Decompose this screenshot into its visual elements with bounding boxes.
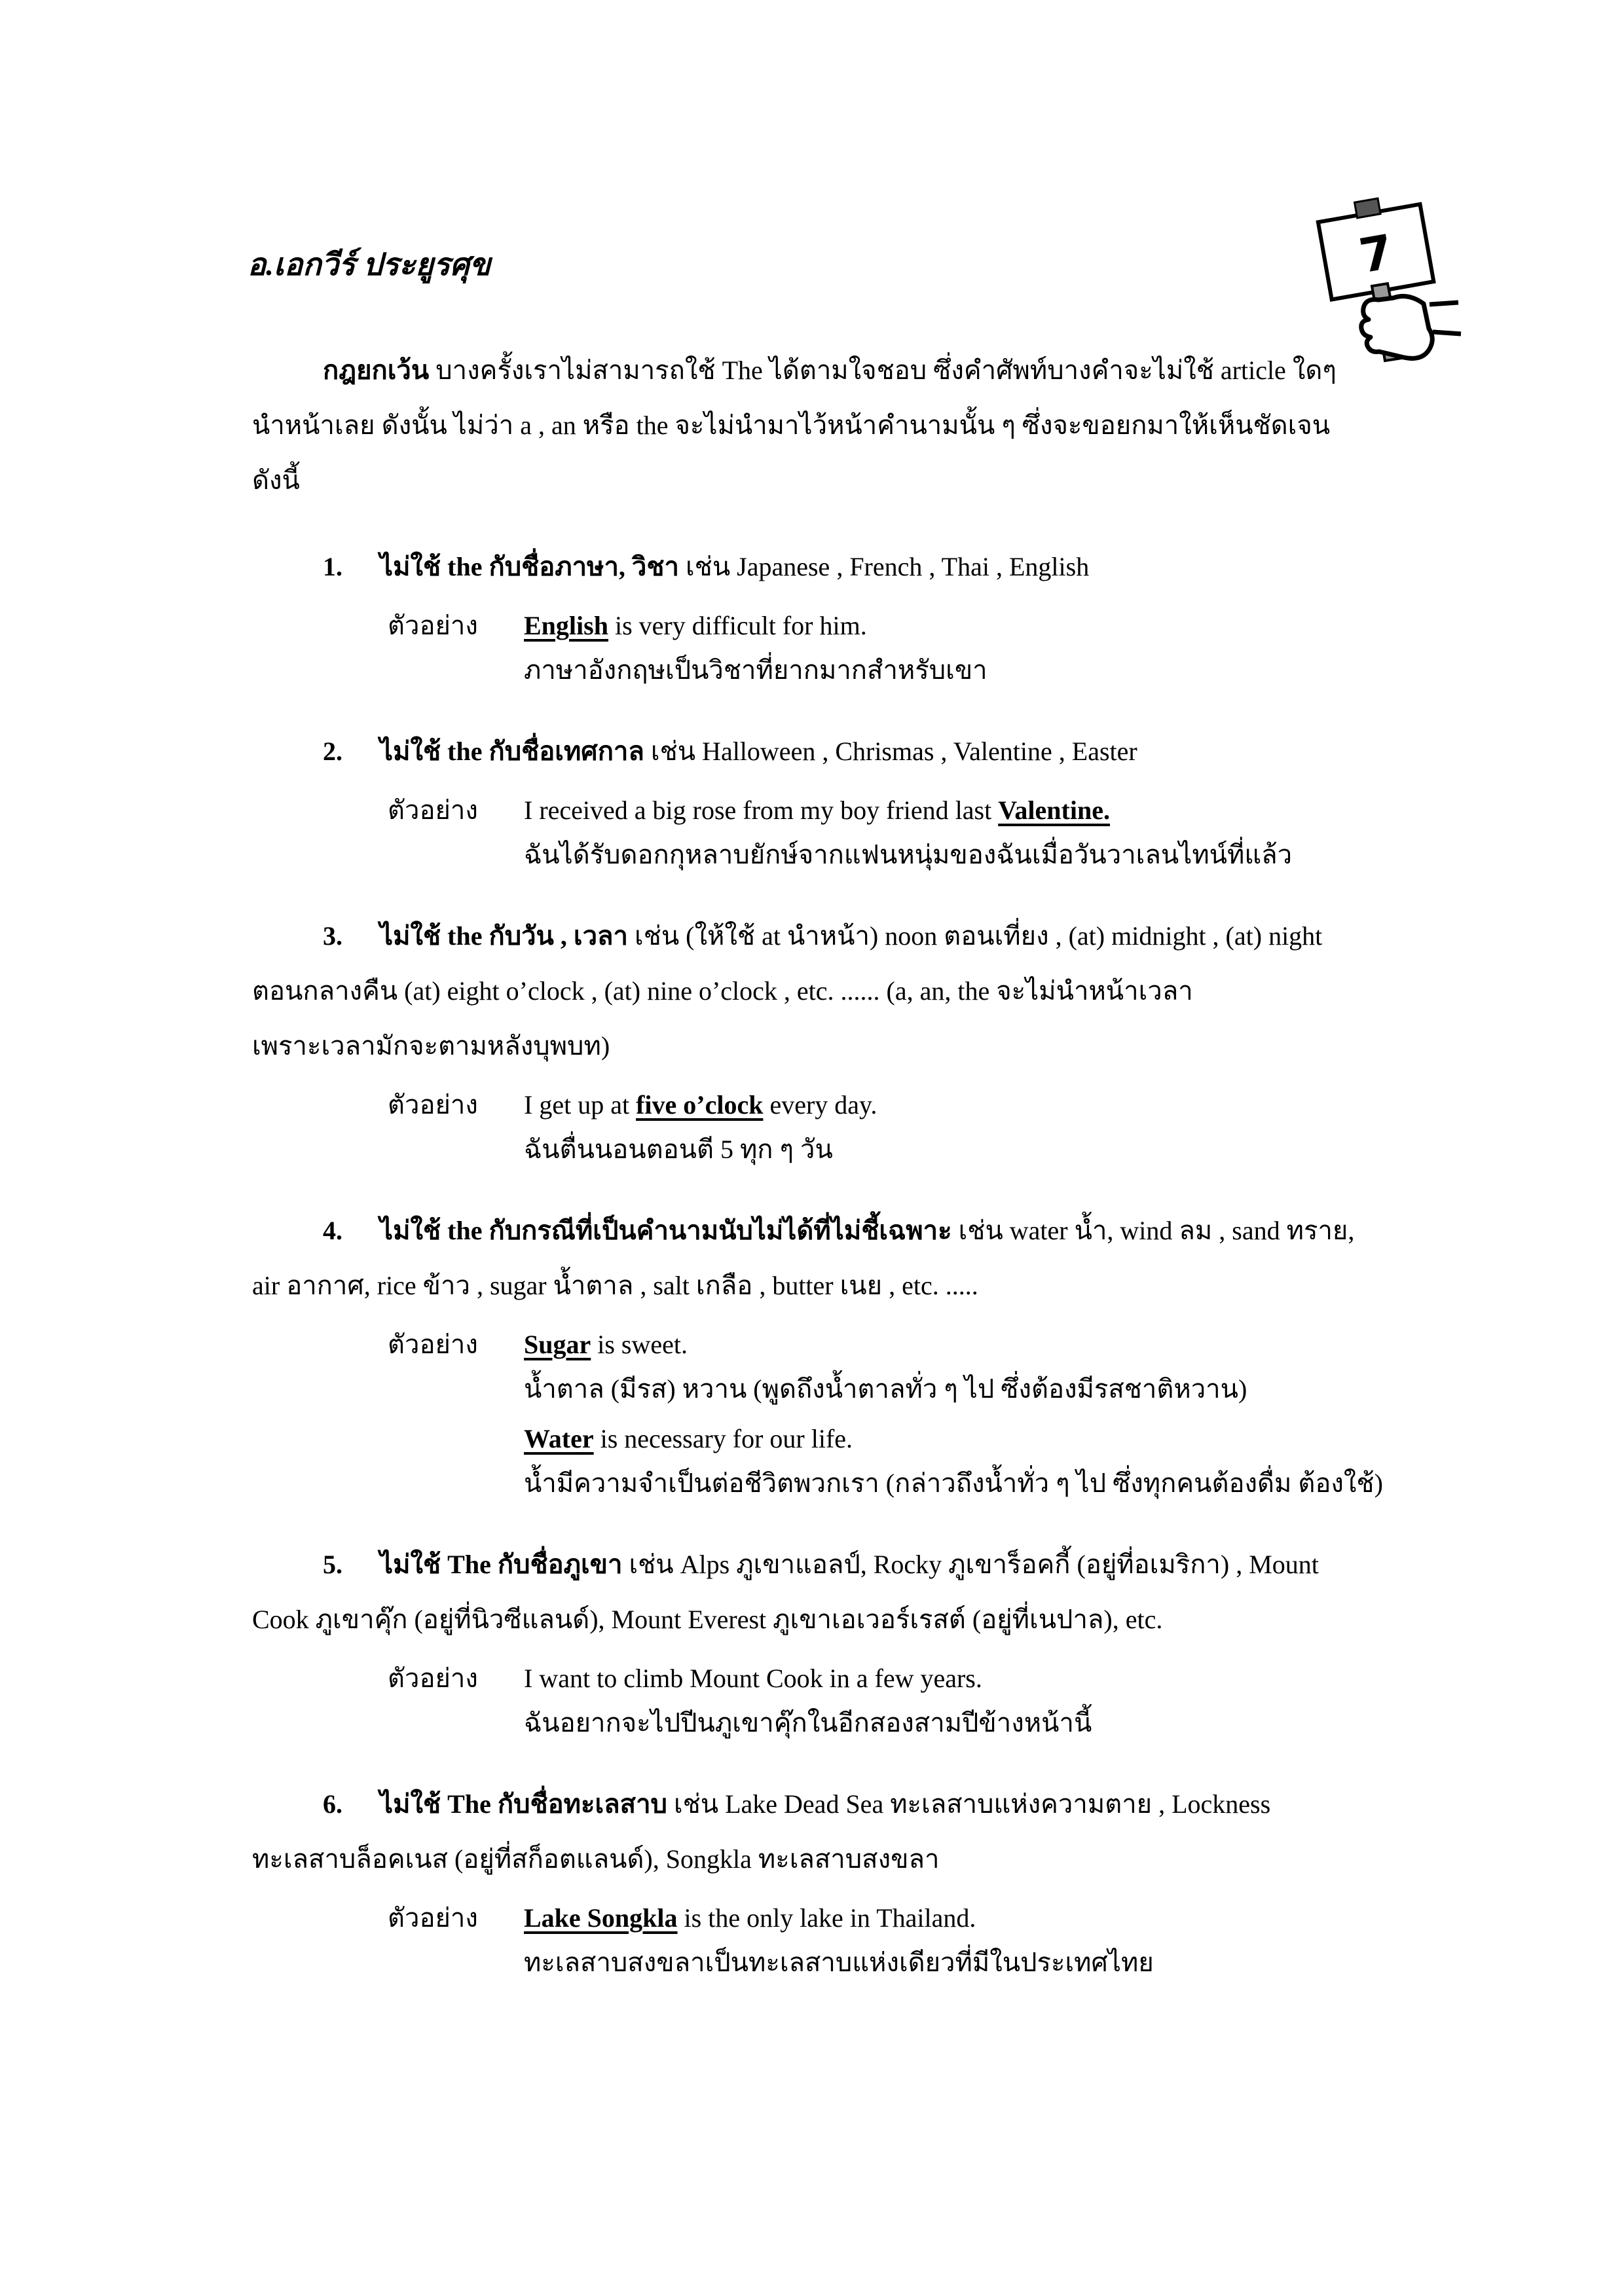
example-keyword: Sugar (524, 1330, 591, 1359)
rule-item-4 (252, 1203, 1454, 1506)
example-label: ตัวอย่าง (388, 1090, 478, 1120)
item-heading-text: ไม่ใช้ The กับชื่อทะเลสาบ เช่น Lake Dead Sea ทะเลสาบแห่งความตาย , Lockness (380, 1789, 1271, 1819)
heading-continuation: เพราะเวลามักจะตามหลังบุพบท) (252, 1031, 610, 1061)
item-heading-text: ไม่ใช้ the กับชื่อเทศกาล เช่น Halloween , Chrismas , Valentine , Easter (380, 737, 1137, 766)
heading-continuation: ตอนกลางคืน (at) eight o’clock , (at) nine o’clock , etc. ...... (a, an, the จะไม่นำหน้าเวลา (252, 976, 1193, 1006)
item-heading (252, 1203, 1454, 1258)
example-row (252, 604, 1454, 648)
item-heading-text: ไม่ใช้ the กับกรณีที่เป็นคำนามนับไม่ได้ที่ไม่ชี้เฉพาะ เช่น water น้ำ, wind ลม , sand ทราย, (380, 1216, 1355, 1245)
intro-lead: กฎยกเว้น (323, 355, 430, 385)
example-translation: ฉันอยากจะไปปีนภูเขาคุ๊กในอีกสองสามปีข้างหน้านี้ (524, 1708, 1092, 1738)
item-heading (252, 724, 1454, 779)
example-label: ตัวอย่าง (388, 1330, 478, 1359)
example-sentence: I want to climb Mount Cook in a few years. (524, 1664, 982, 1693)
item-number: 5. (323, 1550, 342, 1579)
intro-line: นำหน้าเลย ดังนั้น ไม่ว่า a , an หรือ the จะไม่นำมาไว้หน้าคำนามนั้น ๆ ซึ่งจะขอยกมาให้เห็นชัดเจน (252, 410, 1331, 440)
example-sentence: I get up at five o’clock every day. (524, 1090, 877, 1120)
intro-paragraph (252, 343, 1454, 508)
intro-text: บางครั้งเราไม่สามารถใช้ The ได้ตามใจชอบ ซึ่งคำศัพท์บางคำจะไม่ใช้ article ใดๆ (429, 355, 1337, 385)
example-keyword: English (524, 611, 608, 640)
rule-item-6 (252, 1777, 1454, 1985)
intro-line: ดังนี้ (252, 465, 300, 495)
item-number: 1. (323, 552, 342, 581)
example-keyword: Valentine. (998, 795, 1110, 825)
heading-continuation: air อากาศ, rice ข้าว , sugar น้ำตาล , salt เกลือ , butter เนย , etc. ..... (252, 1271, 978, 1300)
example-keyword: Water (524, 1424, 594, 1453)
example-label: ตัวอย่าง (388, 1664, 478, 1693)
example-sentence: Sugar is sweet. (524, 1330, 688, 1359)
example-keyword: five o’clock (636, 1090, 764, 1120)
example-row (252, 1083, 1454, 1127)
example-sentence: I received a big rose from my boy friend last Valentine. (524, 795, 1110, 825)
example-translation: ภาษาอังกฤษเป็นวิชาที่ยากมากสำหรับเขา (524, 655, 987, 685)
example-row (252, 788, 1454, 833)
item-heading-text: ไม่ใช้ The กับชื่อภูเขา เช่น Alps ภูเขาแอลป์, Rocky ภูเขาร็อคกี้ (อยู่ที่อเมริกา) , Mount (380, 1550, 1319, 1579)
rule-item-2 (252, 724, 1454, 877)
item-heading-text: ไม่ใช้ the กับชื่อภาษา, วิชา เช่น Japanese , French , Thai , English (380, 552, 1090, 581)
example-keyword: Lake Songkla (524, 1903, 678, 1933)
author-name: อ.เอกวีร์ ประยูรศุข (248, 248, 491, 282)
example-sentence: Lake Songkla is the only lake in Thailand. (524, 1903, 976, 1933)
example-translation: ฉันตื่นนอนตอนตี 5 ทุก ๆ วัน (524, 1135, 833, 1164)
item-heading-text: ไม่ใช้ the กับวัน , เวลา เช่น (ให้ใช้ at นำหน้า) noon ตอนเที่ยง , (at) midnight , (at) night (380, 921, 1323, 951)
example-label (388, 1417, 524, 1461)
example-translation: น้ำมีความจำเป็นต่อชีวิตพวกเรา (กล่าวถึงน้ำทั่ว ๆ ไป ซึ่งทุกคนต้องดื่ม ต้องใช้) (524, 1468, 1383, 1498)
item-heading (252, 1537, 1454, 1592)
example-translation: น้ำตาล (มีรส) หวาน (พูดถึงน้ำตาลทั่ว ๆ ไป ซึ่งต้องมีรสชาติหวาน) (524, 1374, 1247, 1404)
heading-continuation: ทะเลสาบล็อคเนส (อยู่ที่สก็อตแลนด์), Songkla ทะเลสาบสงขลา (252, 1844, 940, 1874)
example-translation: ทะเลสาบสงขลาเป็นทะเลสาบแห่งเดียวที่มีในประเทศไทย (524, 1948, 1154, 1977)
example-row (252, 1656, 1454, 1701)
example-row (252, 1322, 1454, 1367)
item-heading (252, 1777, 1454, 1832)
example-label: ตัวอย่าง (388, 1903, 478, 1933)
rule-item-5 (252, 1537, 1454, 1745)
example-translation: ฉันได้รับดอกกุหลาบยักษ์จากแฟนหนุ่มของฉันเมื่อวันวาเลนไทน์ที่แล้ว (524, 840, 1293, 869)
item-heading (252, 909, 1454, 964)
document-body (252, 0, 1454, 1985)
intro-line (252, 343, 1454, 398)
rule-item-3 (252, 909, 1454, 1172)
example-sentence: English is very difficult for him. (524, 611, 867, 640)
rule-item-1 (252, 539, 1454, 693)
item-number: 4. (323, 1216, 342, 1245)
example-sentence: Water is necessary for our life. (524, 1424, 853, 1453)
example-row (252, 1417, 1454, 1461)
item-number: 3. (323, 921, 342, 951)
heading-continuation: Cook ภูเขาคุ๊ก (อยู่ที่นิวซีแลนด์), Mount Everest ภูเขาเอเวอร์เรสต์ (อยู่ที่เนปาล), etc. (252, 1605, 1163, 1634)
item-number: 2. (323, 737, 342, 766)
item-number: 6. (323, 1789, 342, 1819)
example-label: ตัวอย่าง (388, 611, 478, 640)
sign-number: 7 (1355, 223, 1397, 284)
example-row (252, 1896, 1454, 1941)
item-heading (252, 539, 1454, 594)
example-label: ตัวอย่าง (388, 795, 478, 825)
